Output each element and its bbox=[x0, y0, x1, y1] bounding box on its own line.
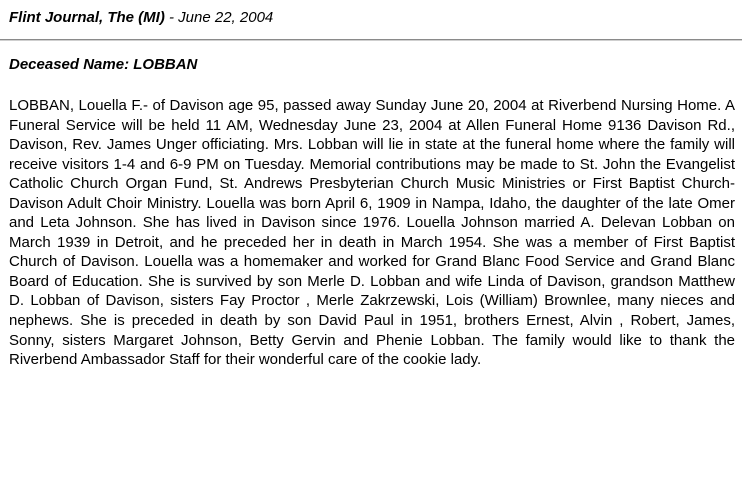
deceased-name-heading: Deceased Name: LOBBAN bbox=[9, 56, 198, 73]
publication-name: Flint Journal, The (MI) bbox=[9, 9, 165, 26]
header-divider bbox=[0, 39, 742, 41]
obituary-text: LOBBAN, Louella F.- of Davison age 95, passed away Sunday June 20, 2004 at Riverbend Nursing Home. A Funeral Service will be held 11 AM, Wednesday June 23, 2004 at Allen Funeral Home 9136 Davison Rd., Davison, Rev. James Unger officiating. Mrs. Lobban will lie in state at the funeral home where the family will receive visitors 1-4 and 6-9 PM on Tuesday. Memorial contributions may be made to St. John the Evangelist Catholic Church Organ Fund, St. Andrews Presbyterian Church Music Ministries or First Baptist Church- Davison Adult Choir Ministry. Louella was born April 6, 1909 in Nampa, Idaho, the daughter of the late Omer and Leta Johnson. She has lived in Davison since 1976. Louella Johnson married A. Delevan Lobban on March 1939 in Detroit, and he preceded her in death in March 1954. She was a member of First Baptist Church of Davison. Louella was a homemaker and worked for Grand Blanc Food Service and Grand Blanc Board of Education. She is survived by son Merle D. Lobban and wife Linda of Davison, grandson Matthew D. Lobban of Davison, sisters Fay Proctor , Merle Zakrzewski, Lois (William) Brownlee, many nieces and nephews. She is preceded in death by son David Paul in 1951, brothers Ernest, Alvin , Robert, James, Sonny, sisters Margaret Johnson, Betty Gervin and Phenie Lobban. The family would like to thank the Riverbend Ambassador Staff for their wonderful care of the cookie lady. bbox=[9, 97, 735, 369]
article-header bbox=[9, 9, 273, 26]
header-separator: - bbox=[164, 9, 179, 26]
publication-date: June 22, 2004 bbox=[178, 9, 274, 26]
